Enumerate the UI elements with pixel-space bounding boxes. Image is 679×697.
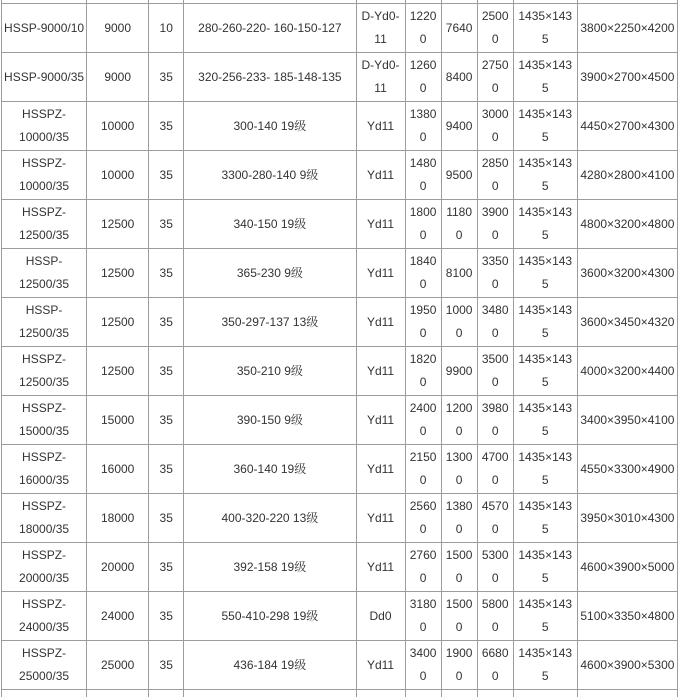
- weight-cell-2: 9400: [441, 102, 477, 151]
- dimensions-cell: 4550×3300×4900: [577, 445, 677, 494]
- voltage-class-cell: 35: [149, 347, 184, 396]
- voltage-class-cell: 35: [149, 592, 184, 641]
- table-row: [2, 102, 678, 151]
- voltage-class-cell: 35: [149, 445, 184, 494]
- weight-cell-3: 35000: [477, 347, 513, 396]
- weight-cell-2: 19000: [441, 641, 477, 690]
- tap-range-cell: 400-320-220 13级: [184, 494, 356, 543]
- empty-cell: [441, 690, 477, 697]
- model-cell: HSSPZ-15000/35: [2, 396, 87, 445]
- model-cell: HSSPZ-20000/35: [2, 543, 87, 592]
- gauge-cell: 1435×1435: [513, 641, 577, 690]
- tap-range-cell: 3300-280-140 9级: [184, 151, 356, 200]
- weight-cell-1: 18400: [405, 249, 441, 298]
- tap-range-cell: 360-140 19级: [184, 445, 356, 494]
- dimensions-cell: 3400×3950×4100: [577, 396, 677, 445]
- tap-range-cell: 340-150 19级: [184, 200, 356, 249]
- table-row: [2, 396, 678, 445]
- tap-range-cell: 392-158 19级: [184, 543, 356, 592]
- model-cell: HSSPZ-18000/35: [2, 494, 87, 543]
- gauge-cell: 1435×1435: [513, 249, 577, 298]
- model-cell: HSSP-12500/35: [2, 249, 87, 298]
- capacity-cell: 9000: [87, 53, 149, 102]
- weight-cell-1: 12600: [405, 53, 441, 102]
- tap-range-cell: 350-210 9级: [184, 347, 356, 396]
- capacity-cell: 18000: [87, 494, 149, 543]
- model-cell: HSSPZ-12500/35: [2, 200, 87, 249]
- connection-group-cell: Yd11: [356, 151, 405, 200]
- dimensions-cell: 3900×2700×4500: [577, 53, 677, 102]
- gauge-cell: 1435×1435: [513, 200, 577, 249]
- weight-cell-1: 19500: [405, 298, 441, 347]
- connection-group-cell: Yd11: [356, 249, 405, 298]
- gauge-cell: 1435×1435: [513, 102, 577, 151]
- connection-group-cell: Yd11: [356, 102, 405, 151]
- gauge-cell: 1435×1435: [513, 543, 577, 592]
- gauge-cell: 1435×1435: [513, 347, 577, 396]
- weight-cell-2: 13800: [441, 494, 477, 543]
- connection-group-cell: Yd11: [356, 641, 405, 690]
- weight-cell-2: 12000: [441, 396, 477, 445]
- table-row: [2, 592, 678, 641]
- connection-group-cell: Yd11: [356, 396, 405, 445]
- capacity-cell: 12500: [87, 200, 149, 249]
- table-row: [2, 641, 678, 690]
- weight-cell-3: 34800: [477, 298, 513, 347]
- weight-cell-3: 66800: [477, 641, 513, 690]
- voltage-class-cell: 35: [149, 200, 184, 249]
- dimensions-cell: 4000×3200×4400: [577, 347, 677, 396]
- table-row: [2, 53, 678, 102]
- empty-cell: [513, 690, 577, 697]
- voltage-class-cell: 35: [149, 151, 184, 200]
- empty-cell: [2, 690, 87, 697]
- weight-cell-2: 9500: [441, 151, 477, 200]
- tap-range-cell: 300-140 19级: [184, 102, 356, 151]
- connection-group-cell: Yd11: [356, 298, 405, 347]
- capacity-cell: 10000: [87, 102, 149, 151]
- capacity-cell: 24000: [87, 592, 149, 641]
- weight-cell-1: 18000: [405, 200, 441, 249]
- weight-cell-2: 10000: [441, 298, 477, 347]
- empty-cell: [149, 690, 184, 697]
- tap-range-cell: 350-297-137 13级: [184, 298, 356, 347]
- capacity-cell: 12500: [87, 347, 149, 396]
- model-cell: HSSPZ-10000/35: [2, 151, 87, 200]
- dimensions-cell: 4600×3900×5300: [577, 641, 677, 690]
- gauge-cell: 1435×1435: [513, 445, 577, 494]
- connection-group-cell: D-Yd0-11: [356, 4, 405, 53]
- table-row: [2, 200, 678, 249]
- partial-row-bottom: [2, 690, 678, 697]
- weight-cell-2: 9900: [441, 347, 477, 396]
- weight-cell-2: 8400: [441, 53, 477, 102]
- table-row: [2, 298, 678, 347]
- weight-cell-2: 7640: [441, 4, 477, 53]
- weight-cell-1: 24000: [405, 396, 441, 445]
- voltage-class-cell: 35: [149, 543, 184, 592]
- dimensions-cell: 5100×3350×4800: [577, 592, 677, 641]
- connection-group-cell: Yd11: [356, 543, 405, 592]
- voltage-class-cell: 10: [149, 4, 184, 53]
- dimensions-cell: 4800×3200×4800: [577, 200, 677, 249]
- dimensions-cell: 3800×2250×4200: [577, 4, 677, 53]
- dimensions-cell: 4280×2800×4100: [577, 151, 677, 200]
- tap-range-cell: 320-256-233- 185-148-135: [184, 53, 356, 102]
- weight-cell-2: 15000: [441, 543, 477, 592]
- weight-cell-3: 33500: [477, 249, 513, 298]
- weight-cell-1: 13800: [405, 102, 441, 151]
- weight-cell-1: 27600: [405, 543, 441, 592]
- voltage-class-cell: 35: [149, 102, 184, 151]
- capacity-cell: 16000: [87, 445, 149, 494]
- weight-cell-3: 39000: [477, 200, 513, 249]
- dimensions-cell: 4600×3900×5000: [577, 543, 677, 592]
- table-row: [2, 4, 678, 53]
- gauge-cell: 1435×1435: [513, 494, 577, 543]
- capacity-cell: 12500: [87, 298, 149, 347]
- weight-cell-2: 11800: [441, 200, 477, 249]
- tap-range-cell: 550-410-298 19级: [184, 592, 356, 641]
- dimensions-cell: 4450×2700×4300: [577, 102, 677, 151]
- dimensions-cell: 3950×3010×4300: [577, 494, 677, 543]
- weight-cell-3: 39800: [477, 396, 513, 445]
- connection-group-cell: Dd0: [356, 592, 405, 641]
- gauge-cell: 1435×1435: [513, 396, 577, 445]
- model-cell: HSSPZ-10000/35: [2, 102, 87, 151]
- connection-group-cell: Yd11: [356, 347, 405, 396]
- gauge-cell: 1435×1435: [513, 592, 577, 641]
- weight-cell-1: 18200: [405, 347, 441, 396]
- empty-cell: [477, 690, 513, 697]
- weight-cell-2: 13000: [441, 445, 477, 494]
- weight-cell-1: 31800: [405, 592, 441, 641]
- empty-cell: [87, 690, 149, 697]
- tap-range-cell: 365-230 9级: [184, 249, 356, 298]
- connection-group-cell: Yd11: [356, 494, 405, 543]
- weight-cell-3: 45700: [477, 494, 513, 543]
- dimensions-cell: 3600×3200×4300: [577, 249, 677, 298]
- table-row: [2, 151, 678, 200]
- weight-cell-3: 53000: [477, 543, 513, 592]
- table-row: [2, 249, 678, 298]
- table-body: [2, 0, 678, 697]
- capacity-cell: 20000: [87, 543, 149, 592]
- capacity-cell: 15000: [87, 396, 149, 445]
- table-row: [2, 494, 678, 543]
- empty-cell: [356, 690, 405, 697]
- model-cell: HSSP-12500/35: [2, 298, 87, 347]
- weight-cell-1: 34000: [405, 641, 441, 690]
- weight-cell-2: 8100: [441, 249, 477, 298]
- weight-cell-1: 12200: [405, 4, 441, 53]
- weight-cell-2: 15000: [441, 592, 477, 641]
- table-row: [2, 543, 678, 592]
- weight-cell-1: 14800: [405, 151, 441, 200]
- connection-group-cell: Yd11: [356, 445, 405, 494]
- weight-cell-1: 25600: [405, 494, 441, 543]
- voltage-class-cell: 35: [149, 396, 184, 445]
- model-cell: HSSPZ-12500/35: [2, 347, 87, 396]
- model-cell: HSSPZ-24000/35: [2, 592, 87, 641]
- weight-cell-3: 47000: [477, 445, 513, 494]
- weight-cell-3: 25000: [477, 4, 513, 53]
- voltage-class-cell: 35: [149, 641, 184, 690]
- table-row: [2, 445, 678, 494]
- gauge-cell: 1435×1435: [513, 298, 577, 347]
- tap-range-cell: 436-184 19级: [184, 641, 356, 690]
- empty-cell: [577, 690, 677, 697]
- dimensions-cell: 3600×3450×4320: [577, 298, 677, 347]
- capacity-cell: 9000: [87, 4, 149, 53]
- model-cell: HSSPZ-25000/35: [2, 641, 87, 690]
- voltage-class-cell: 35: [149, 494, 184, 543]
- weight-cell-1: 21500: [405, 445, 441, 494]
- weight-cell-3: 28500: [477, 151, 513, 200]
- empty-cell: [405, 690, 441, 697]
- gauge-cell: 1435×1435: [513, 4, 577, 53]
- transformer-spec-table: [1, 0, 678, 697]
- weight-cell-3: 58000: [477, 592, 513, 641]
- tap-range-cell: 280-260-220- 160-150-127: [184, 4, 356, 53]
- model-cell: HSSP-9000/10: [2, 4, 87, 53]
- gauge-cell: 1435×1435: [513, 151, 577, 200]
- table-row: [2, 347, 678, 396]
- voltage-class-cell: 35: [149, 298, 184, 347]
- connection-group-cell: Yd11: [356, 200, 405, 249]
- weight-cell-3: 27500: [477, 53, 513, 102]
- gauge-cell: 1435×1435: [513, 53, 577, 102]
- capacity-cell: 25000: [87, 641, 149, 690]
- capacity-cell: 10000: [87, 151, 149, 200]
- weight-cell-3: 30000: [477, 102, 513, 151]
- empty-cell: [184, 690, 356, 697]
- voltage-class-cell: 35: [149, 249, 184, 298]
- model-cell: HSSP-9000/35: [2, 53, 87, 102]
- capacity-cell: 12500: [87, 249, 149, 298]
- connection-group-cell: D-Yd0-11: [356, 53, 405, 102]
- model-cell: HSSPZ-16000/35: [2, 445, 87, 494]
- tap-range-cell: 390-150 9级: [184, 396, 356, 445]
- voltage-class-cell: 35: [149, 53, 184, 102]
